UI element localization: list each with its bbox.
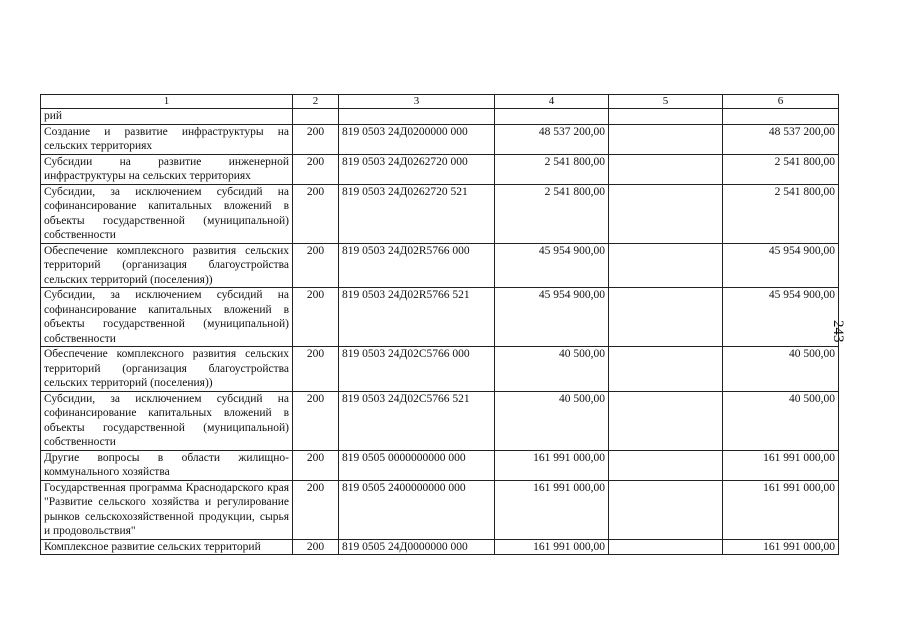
cell-name: Субсидии, за исключением субсидий на софинансирование капитальных вложений в объекты государственной (муниципальной) собственности [41,288,293,347]
cell-col-6 [723,109,839,125]
page-number: 243 [830,320,846,343]
cell-name: Создание и развитие инфраструктуры на сельских территориях [41,124,293,154]
cell-col-2: 200 [293,539,339,555]
cell-col-2: 200 [293,124,339,154]
cell-col-6: 45 954 900,00 [723,243,839,288]
cell-col-4: 45 954 900,00 [495,288,609,347]
header-col-5: 5 [609,95,723,109]
cell-name: Субсидии, за исключением субсидий на софинансирование капитальных вложений в объекты государственной (муниципальной) собственности [41,184,293,243]
cell-col-6: 161 991 000,00 [723,450,839,480]
cell-name: Обеспечение комплексного развития сельских территорий (организация благоустройства сельских территорий (поселения)) [41,347,293,392]
table-row [41,391,839,450]
cell-col-5 [609,480,723,539]
table-row [41,109,839,125]
cell-col-5 [609,124,723,154]
cell-name: Комплексное развитие сельских территорий [41,539,293,555]
cell-col-6: 2 541 800,00 [723,184,839,243]
cell-col-5 [609,347,723,392]
cell-code: 819 0503 24Д02R5766 521 [339,288,495,347]
budget-table [40,94,839,555]
cell-code: 819 0505 2400000000 000 [339,480,495,539]
cell-name: Другие вопросы в области жилищно-коммунального хозяйства [41,450,293,480]
table-row [41,124,839,154]
cell-code: 819 0503 24Д0262720 000 [339,154,495,184]
header-col-2: 2 [293,95,339,109]
cell-name: Государственная программа Краснодарского края "Развитие сельского хозяйства и регулирование рынков сельскохозяйственной продукции, сырья и продовольствия" [41,480,293,539]
cell-col-2: 200 [293,184,339,243]
header-col-6: 6 [723,95,839,109]
cell-code: 819 0505 24Д0000000 000 [339,539,495,555]
cell-col-2: 200 [293,288,339,347]
cell-col-6: 48 537 200,00 [723,124,839,154]
cell-col-4: 161 991 000,00 [495,450,609,480]
cell-name: Обеспечение комплексного развития сельских территорий (организация благоустройства сельских территорий (поселения)) [41,243,293,288]
cell-col-5 [609,109,723,125]
table-row [41,539,839,555]
table-row [41,450,839,480]
cell-col-4: 45 954 900,00 [495,243,609,288]
cell-col-6: 161 991 000,00 [723,539,839,555]
header-col-4: 4 [495,95,609,109]
cell-col-5 [609,154,723,184]
cell-code: 819 0503 24Д0262720 521 [339,184,495,243]
cell-col-5 [609,450,723,480]
cell-col-4: 2 541 800,00 [495,154,609,184]
table-row [41,288,839,347]
header-row [41,95,839,109]
cell-col-2: 200 [293,391,339,450]
cell-col-2 [293,109,339,125]
cell-col-2: 200 [293,243,339,288]
cell-col-4: 48 537 200,00 [495,124,609,154]
cell-code: 819 0505 0000000000 000 [339,450,495,480]
cell-code: 819 0503 24Д02С5766 521 [339,391,495,450]
cell-name: Субсидии на развитие инженерной инфраструктуры на сельских территориях [41,154,293,184]
cell-col-5 [609,288,723,347]
cell-code: 819 0503 24Д02С5766 000 [339,347,495,392]
cell-name: рий [41,109,293,125]
cell-col-4: 161 991 000,00 [495,539,609,555]
cell-col-2: 200 [293,154,339,184]
cell-col-6: 40 500,00 [723,391,839,450]
cell-col-5 [609,243,723,288]
cell-col-4: 161 991 000,00 [495,480,609,539]
cell-col-4: 40 500,00 [495,391,609,450]
cell-col-5 [609,184,723,243]
cell-col-6: 40 500,00 [723,347,839,392]
table-row [41,154,839,184]
header-col-3: 3 [339,95,495,109]
cell-col-4 [495,109,609,125]
cell-col-6: 2 541 800,00 [723,154,839,184]
cell-code: 819 0503 24Д02R5766 000 [339,243,495,288]
table-body [41,95,839,555]
cell-code: 819 0503 24Д0200000 000 [339,124,495,154]
cell-col-5 [609,539,723,555]
cell-col-4: 40 500,00 [495,347,609,392]
cell-col-5 [609,391,723,450]
cell-col-4: 2 541 800,00 [495,184,609,243]
cell-col-6: 161 991 000,00 [723,480,839,539]
cell-name: Субсидии, за исключением субсидий на софинансирование капитальных вложений в объекты государственной (муниципальной) собственности [41,391,293,450]
table-row [41,184,839,243]
table-row [41,347,839,392]
table-row [41,243,839,288]
cell-col-2: 200 [293,347,339,392]
cell-col-6: 45 954 900,00 [723,288,839,347]
cell-col-2: 200 [293,450,339,480]
table-row [41,480,839,539]
cell-col-2: 200 [293,480,339,539]
cell-code [339,109,495,125]
header-col-1: 1 [41,95,293,109]
